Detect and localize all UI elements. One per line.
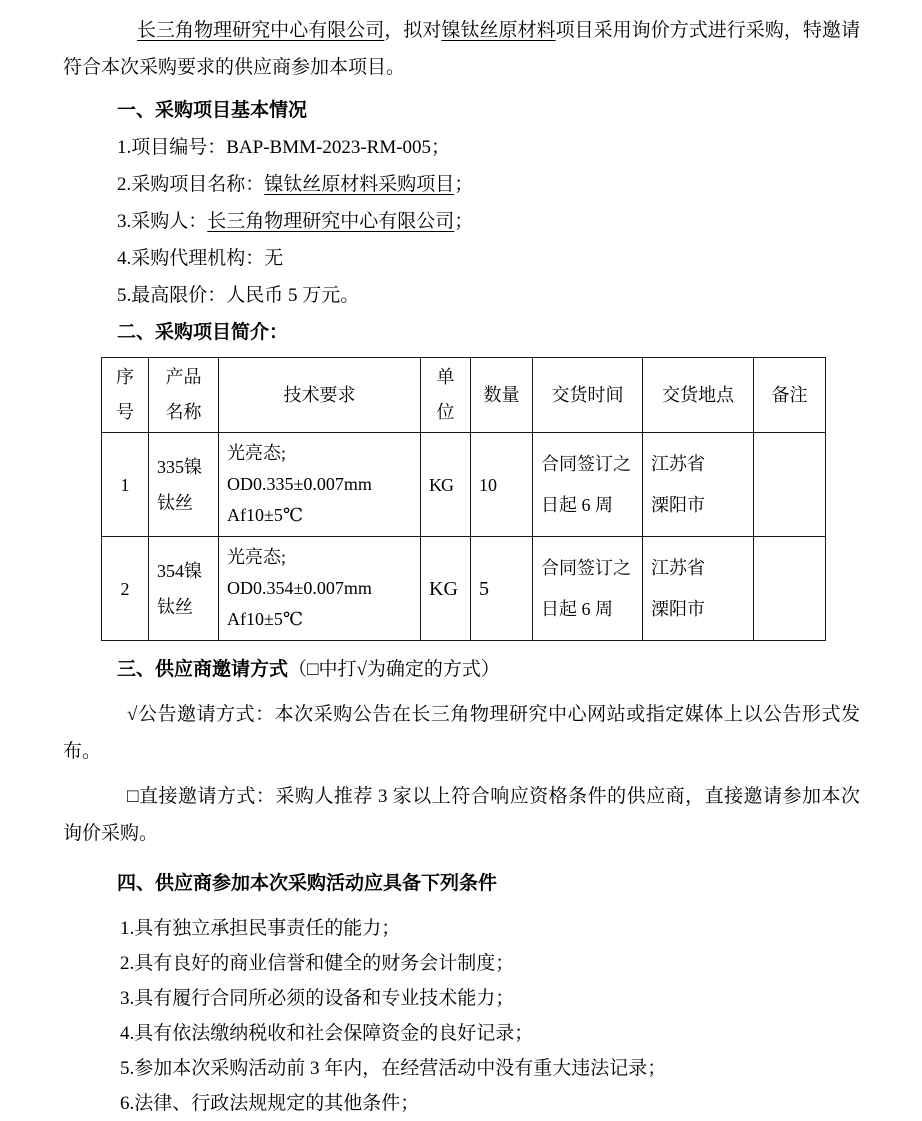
text-segment: ； [454, 211, 474, 232]
cell-line: OD0.335±0.007mm [227, 474, 372, 494]
cell-line: Af10±5℃ [227, 609, 304, 629]
underlined-text: 长三角物理研究中心有限公司 [207, 211, 455, 232]
table-header-row [102, 358, 826, 433]
cell-line: 合同签订之 [541, 557, 631, 578]
cell-line: 日起 6 周 [541, 494, 613, 515]
list-item: 2.具有良好的商业信誉和健全的财务会计制度； [120, 953, 515, 974]
cell-line: 光亮态; [227, 443, 287, 463]
text-segment: 项目采用询价方式进行采购，特邀请符合本次采购要求的供应商参加本项目。 [63, 20, 860, 78]
underlined-text: 镍钛丝原材料采购项目 [264, 174, 455, 195]
cell-line: 光亮态; [227, 547, 287, 567]
procurement-table [101, 357, 826, 641]
cell-line: 溧阳市 [651, 598, 705, 619]
table-cell [533, 537, 643, 641]
table-cell: 5 [471, 537, 533, 641]
list-item: 5.参加本次采购活动前 3 年内，在经营活动中没有重大违法记录； [120, 1058, 667, 1079]
text-segment: 2.采购项目名称： [117, 174, 265, 195]
section4 [63, 865, 860, 1121]
section4-heading: 四、供应商参加本次采购活动应具备下列条件 [117, 873, 498, 894]
section1-items [63, 129, 860, 314]
cell-line: 江苏省 [651, 453, 705, 474]
table-header-cell: 序号 [102, 358, 149, 433]
list-item: 4.具有依法缴纳税收和社会保障资金的良好记录； [120, 1023, 534, 1044]
table-row [102, 433, 826, 537]
table-cell [533, 433, 643, 537]
list-item: 3.具有履行合同所必须的设备和专业技术能力； [120, 988, 515, 1009]
section1-heading: 一、采购项目基本情况 [117, 100, 308, 121]
table-header-cell: 单位 [421, 358, 471, 433]
text-segment: 3.采购人： [117, 211, 208, 232]
table-header-cell: 技术要求 [219, 358, 421, 433]
intro-paragraph [63, 12, 860, 86]
table-cell: 354镍钛丝 [149, 537, 219, 641]
cell-line: 合同签订之 [541, 453, 631, 474]
table-cell [643, 433, 754, 537]
table-cell: 1 [102, 433, 149, 537]
table-cell: 10 [471, 433, 533, 537]
table-cell: 2 [102, 537, 149, 641]
list-item [63, 129, 860, 166]
section1 [63, 92, 860, 314]
text-segment: ； [454, 174, 474, 195]
table-header-cell: 产品名称 [149, 358, 219, 433]
table-header-cell: 交货地点 [643, 358, 754, 433]
list-item [63, 240, 860, 277]
table-cell [754, 433, 826, 537]
cell-line: 日起 6 周 [541, 598, 613, 619]
section3-heading [63, 651, 860, 688]
table-cell [643, 537, 754, 641]
table-cell [219, 433, 421, 537]
section2-heading: 二、采购项目简介： [117, 322, 289, 343]
text-segment: 5.最高限价：人民币 5 万元。 [117, 285, 360, 306]
text-segment: 1.项目编号：BAP-BMM-2023-RM-005； [117, 137, 451, 158]
cell-line: OD0.354±0.007mm [227, 578, 372, 598]
section2 [63, 314, 860, 641]
table-header-cell: 数量 [471, 358, 533, 433]
table-cell: KG [421, 433, 471, 537]
list-item [63, 203, 860, 240]
announcement-invite-paragraph: √公告邀请方式：本次采购公告在长三角物理研究中心网站或指定媒体上以公告形式发布。 [63, 704, 860, 762]
table-header-cell: 备注 [754, 358, 826, 433]
section3-heading-note: （□中打√为确定的方式） [288, 659, 500, 680]
section3-heading-bold: 三、供应商邀请方式 [117, 659, 289, 680]
list-item: 1.具有独立承担民事责任的能力； [120, 918, 401, 939]
table-row [102, 537, 826, 641]
cell-line: Af10±5℃ [227, 505, 304, 525]
cell-line: 溧阳市 [651, 494, 705, 515]
list-item: 6.法律、行政法规规定的其他条件； [120, 1093, 420, 1114]
table-cell: 335镍钛丝 [149, 433, 219, 537]
list-item [63, 166, 860, 203]
text-segment: ，拟对 [384, 20, 442, 41]
cell-line: 江苏省 [651, 557, 705, 578]
section4-items [63, 911, 860, 1121]
table-cell [754, 537, 826, 641]
direct-invite-paragraph: □直接邀请方式：采购人推荐 3 家以上符合响应资格条件的供应商，直接邀请参加本次询价采购。 [63, 786, 860, 844]
text-segment: 4.采购代理机构：无 [117, 248, 284, 269]
table-cell: KG [421, 537, 471, 641]
table-cell [219, 537, 421, 641]
section3 [63, 651, 860, 852]
underlined-text: 长三角物理研究中心有限公司 [137, 20, 385, 41]
underlined-text: 镍钛丝原材料 [441, 20, 556, 41]
table-header-cell: 交货时间 [533, 358, 643, 433]
list-item [63, 277, 860, 314]
